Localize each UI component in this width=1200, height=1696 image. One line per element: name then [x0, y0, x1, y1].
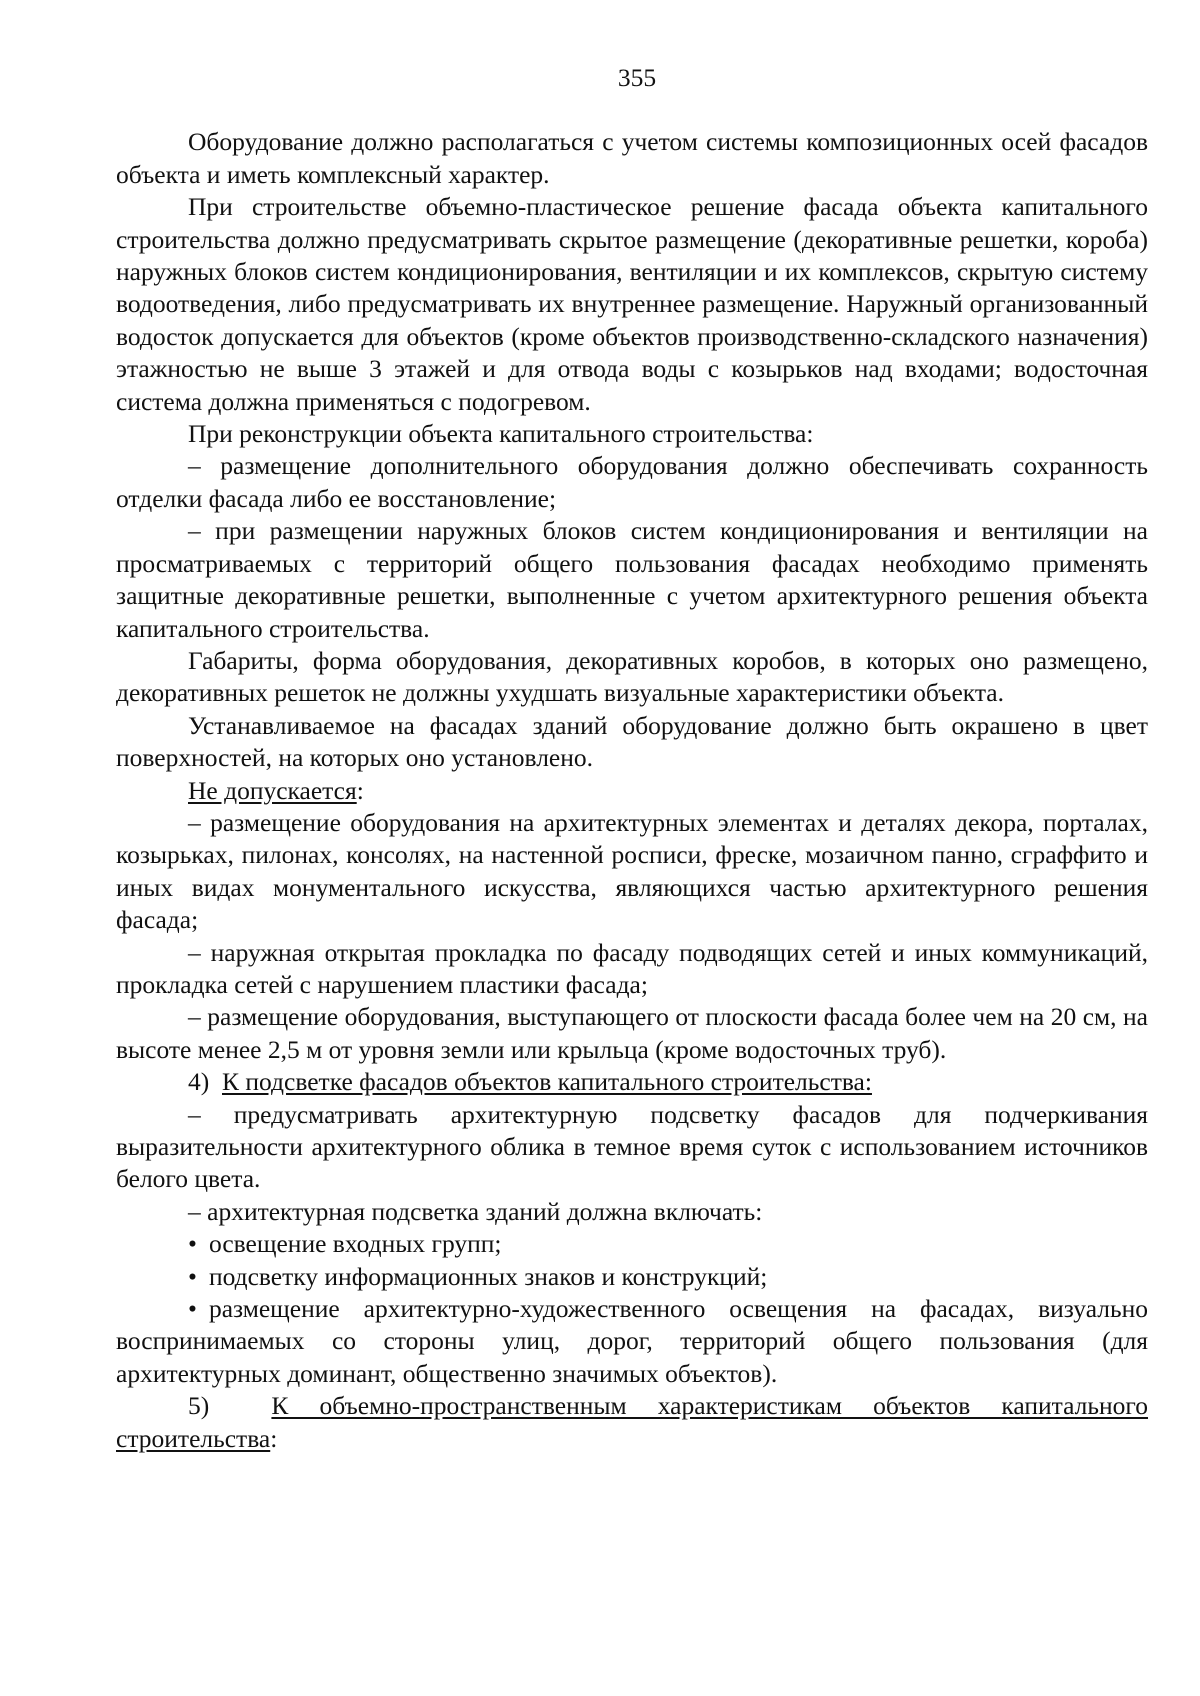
- heading-number: 5): [188, 1391, 272, 1421]
- heading-underlined-text: Не допускается: [188, 775, 357, 805]
- list-item: – при размещении наружных блоков систем кондиционирования и вентиляции на просматриваемых с территорий общего пользования фасадах необходимо применять защитные декоративные решетки, выполненные с учетом архитектурного решения объекта капитального строительства.: [116, 516, 1148, 643]
- heading-underlined-text: К подсветке фасадов объектов капитального строительства:: [222, 1067, 872, 1097]
- list-item: – размещение оборудования на архитектурных элементах и деталях декора, порталах, козырьках, пилонах, консолях, на настенной росписи, фреске, мозаичном панно, сграффито и иных видах монументального искусства, являющихся частью архитектурного решения фасада;: [116, 807, 1148, 935]
- paragraph: При строительстве объемно-пластическое решение фасада объекта капитального строительства должно предусматривать скрытое размещение (декоративные решетки, короба) наружных блоков систем кондиционирования, вентиляции и их комплексов, скрытую систему водоотведения, либо предусматривать их внутреннее размещение. Наружный организованный водосток допускается для объектов (кроме объектов производственно-складского назначения) этажностью не выше 3 этажей и для отвода воды с козырьков над входами; водосточная система должна применяться с подогревом.: [116, 192, 1148, 416]
- list-item: – наружная открытая прокладка по фасаду подводящих сетей и иных коммуникаций, прокладка сетей с нарушением пластики фасада;: [116, 937, 1148, 999]
- heading-suffix: :: [270, 1423, 278, 1453]
- section-heading: [116, 1066, 1148, 1098]
- paragraph: Устанавливаемое на фасадах зданий оборудование должно быть окрашено в цвет поверхностей, на которых оно установлено.: [116, 710, 1148, 773]
- section-heading: [116, 775, 1148, 807]
- bullet-item: • освещение входных групп;: [116, 1228, 1148, 1260]
- bullet-item: • размещение архитектурно-художественного освещения на фасадах, визуально воспринимаемых со стороны улиц, дорог, территорий общего пользования (для архитектурных доминант, общественно значимых объектов).: [116, 1293, 1148, 1390]
- paragraph: Габариты, форма оборудования, декоративных коробов, в которых оно размещено, декоративных решеток не должны ухудшать визуальные характеристики объекта.: [116, 645, 1148, 708]
- heading-number: 4): [188, 1067, 222, 1097]
- heading-underlined-text: К объемно-пространственным характеристикам объектов капитального строительства: [116, 1391, 1149, 1453]
- paragraph: Оборудование должно располагаться с учетом системы композиционных осей фасадов объекта и иметь комплексный характер.: [116, 127, 1148, 189]
- page-number: 355: [617, 63, 657, 92]
- paragraph: При реконструкции объекта капитального строительства:: [188, 419, 814, 449]
- list-item: – архитектурная подсветка зданий должна включать:: [188, 1196, 763, 1226]
- section-heading: [116, 1390, 1148, 1455]
- bullet-item: • подсветку информационных знаков и конструкций;: [116, 1261, 1148, 1293]
- list-item: – размещение дополнительного оборудования должно обеспечивать сохранность отделки фасада либо ее восстановление;: [116, 451, 1148, 513]
- list-item: – размещение оборудования, выступающего от плоскости фасада более чем на 20 см, на высоте менее 2,5 м от уровня земли или крыльца (кроме водосточных труб).: [116, 1002, 1148, 1064]
- list-item: – предусматривать архитектурную подсветку фасадов для подчеркивания выразительности архитектурного облика в темное время суток с использованием источников белого цвета.: [116, 1099, 1148, 1194]
- document-page: [116, 62, 1148, 1455]
- heading-suffix: :: [356, 775, 364, 805]
